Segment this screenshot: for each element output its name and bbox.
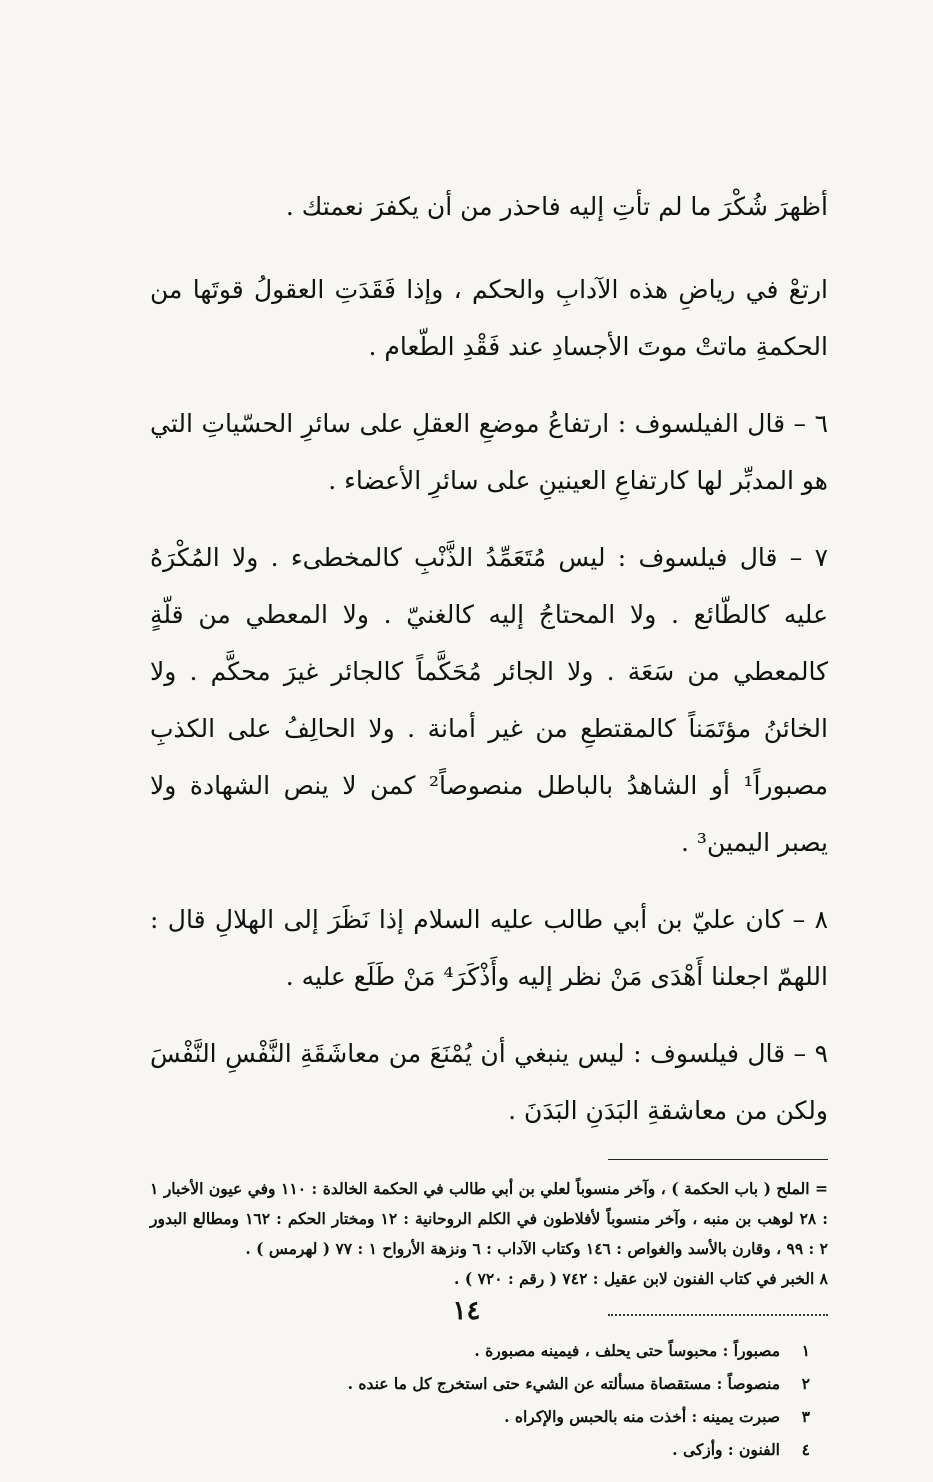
- gloss-text: منصوصاً : مستقصاة مسألته عن الشيء حتى استخرج كل ما عنده .: [347, 1374, 780, 1393]
- gloss-number: ٤: [801, 1440, 810, 1459]
- source-note: ٨ الخبر في كتاب الفنون لابن عقيل : ٧٤٢ ( رقم : ٧٢٠ ) .: [454, 1269, 828, 1288]
- gloss-number: ١: [801, 1341, 810, 1360]
- paragraph-continuation: أظهرَ شُكْرَ ما لم تأتِ إليه فاحذر من أن يكفرَ نعمتك .: [285, 192, 828, 221]
- gloss-item: [150, 1400, 828, 1433]
- main-text: [150, 178, 828, 1139]
- gloss-text: مصبوراً : محبوساً حتى يحلف ، فيمينه مصبورة .: [474, 1341, 780, 1360]
- gloss-item: [150, 1334, 828, 1367]
- gloss-number: ٣: [801, 1407, 810, 1426]
- gloss-text: الفنون : وأزكى .: [672, 1440, 780, 1459]
- page-number: ١٤: [452, 1296, 481, 1326]
- gloss-number: ٢: [801, 1374, 810, 1393]
- source-note: = الملح ( باب الحكمة ) ، وآخر منسوباً لعلي بن أبي طالب في الحكمة الخالدة : ١١٠ وفي عيون الأخبار ١ : ٢٨ لوهب بن منبه ، وآخر منسوباً لأفلاطون في الكلم الروحانية : ١٢ ومختار الحكم : ١٦٢ ومطالع البدور ٢ : ٩٩ ، وقارن بالأسد والغواص : ١٤٦ وكتاب الآداب : ٦ ونزهة الأرواح ١ : ٧٧ ( لهرمس ) .: [150, 1179, 828, 1258]
- paragraph-9: ٩ – قال فيلسوف : ليس ينبغي أن يُمْنَعَ من معاشَقَةِ النَّفْسِ النَّفْسَ ولكن من معاشقةِ البَدَنِ البَدَنَ .: [150, 1039, 828, 1125]
- gloss-item: [150, 1367, 828, 1400]
- gloss-item: [150, 1433, 828, 1466]
- footnote-separator: [608, 1159, 828, 1160]
- paragraph-gardens: ارتعْ في رياضِ هذه الآدابِ والحكم ، وإذا فَقَدَتِ العقولُ قوتَها من الحكمةِ ماتتْ موتَ الأجسادِ عند فَقْدِ الطّعام .: [150, 275, 829, 361]
- paragraph-7: ٧ – قال فيلسوف : ليس مُتَعَمِّدُ الذَّنْبِ كالمخطىء . ولا المُكْرَهُ عليه كالطّائع . ولا المحتاجُ إليه كالغنيّ . ولا المعطي من قلّةٍ كالمعطي من سَعَة . ولا الجائر مُحَكَّماً كالجائر غيرَ محكَّم . ولا الخائنُ مؤتَمَناً كالمقتطعِ من غير أمانة . ولا الحالِفُ على الكذبِ مصبوراً¹ أو الشاهدُ بالباطل منصوصاً² كمن لا ينص الشهادة ولا يصبر اليمين³ .: [150, 543, 829, 857]
- paragraph-8: ٨ – كان عليّ بن أبي طالب عليه السلام إذا نَظَرَ إلى الهلالِ قال : اللهمّ اجعلنا أَهْدَى مَنْ نظر إليه وأَذْكَرَ⁴ مَنْ طَلَع عليه .: [150, 905, 828, 991]
- gloss-text: صبرت يمينه : أخذت منه بالحبس والإكراه .: [504, 1407, 780, 1426]
- glosses: [150, 1334, 828, 1466]
- source-notes: [150, 1174, 828, 1294]
- paragraph-6: ٦ – قال الفيلسوف : ارتفاعُ موضعِ العقلِ على سائرِ الحسّياتِ التي هو المدبِّر لها كارتفاعِ العينينِ على سائرِ الأعضاء .: [150, 409, 828, 495]
